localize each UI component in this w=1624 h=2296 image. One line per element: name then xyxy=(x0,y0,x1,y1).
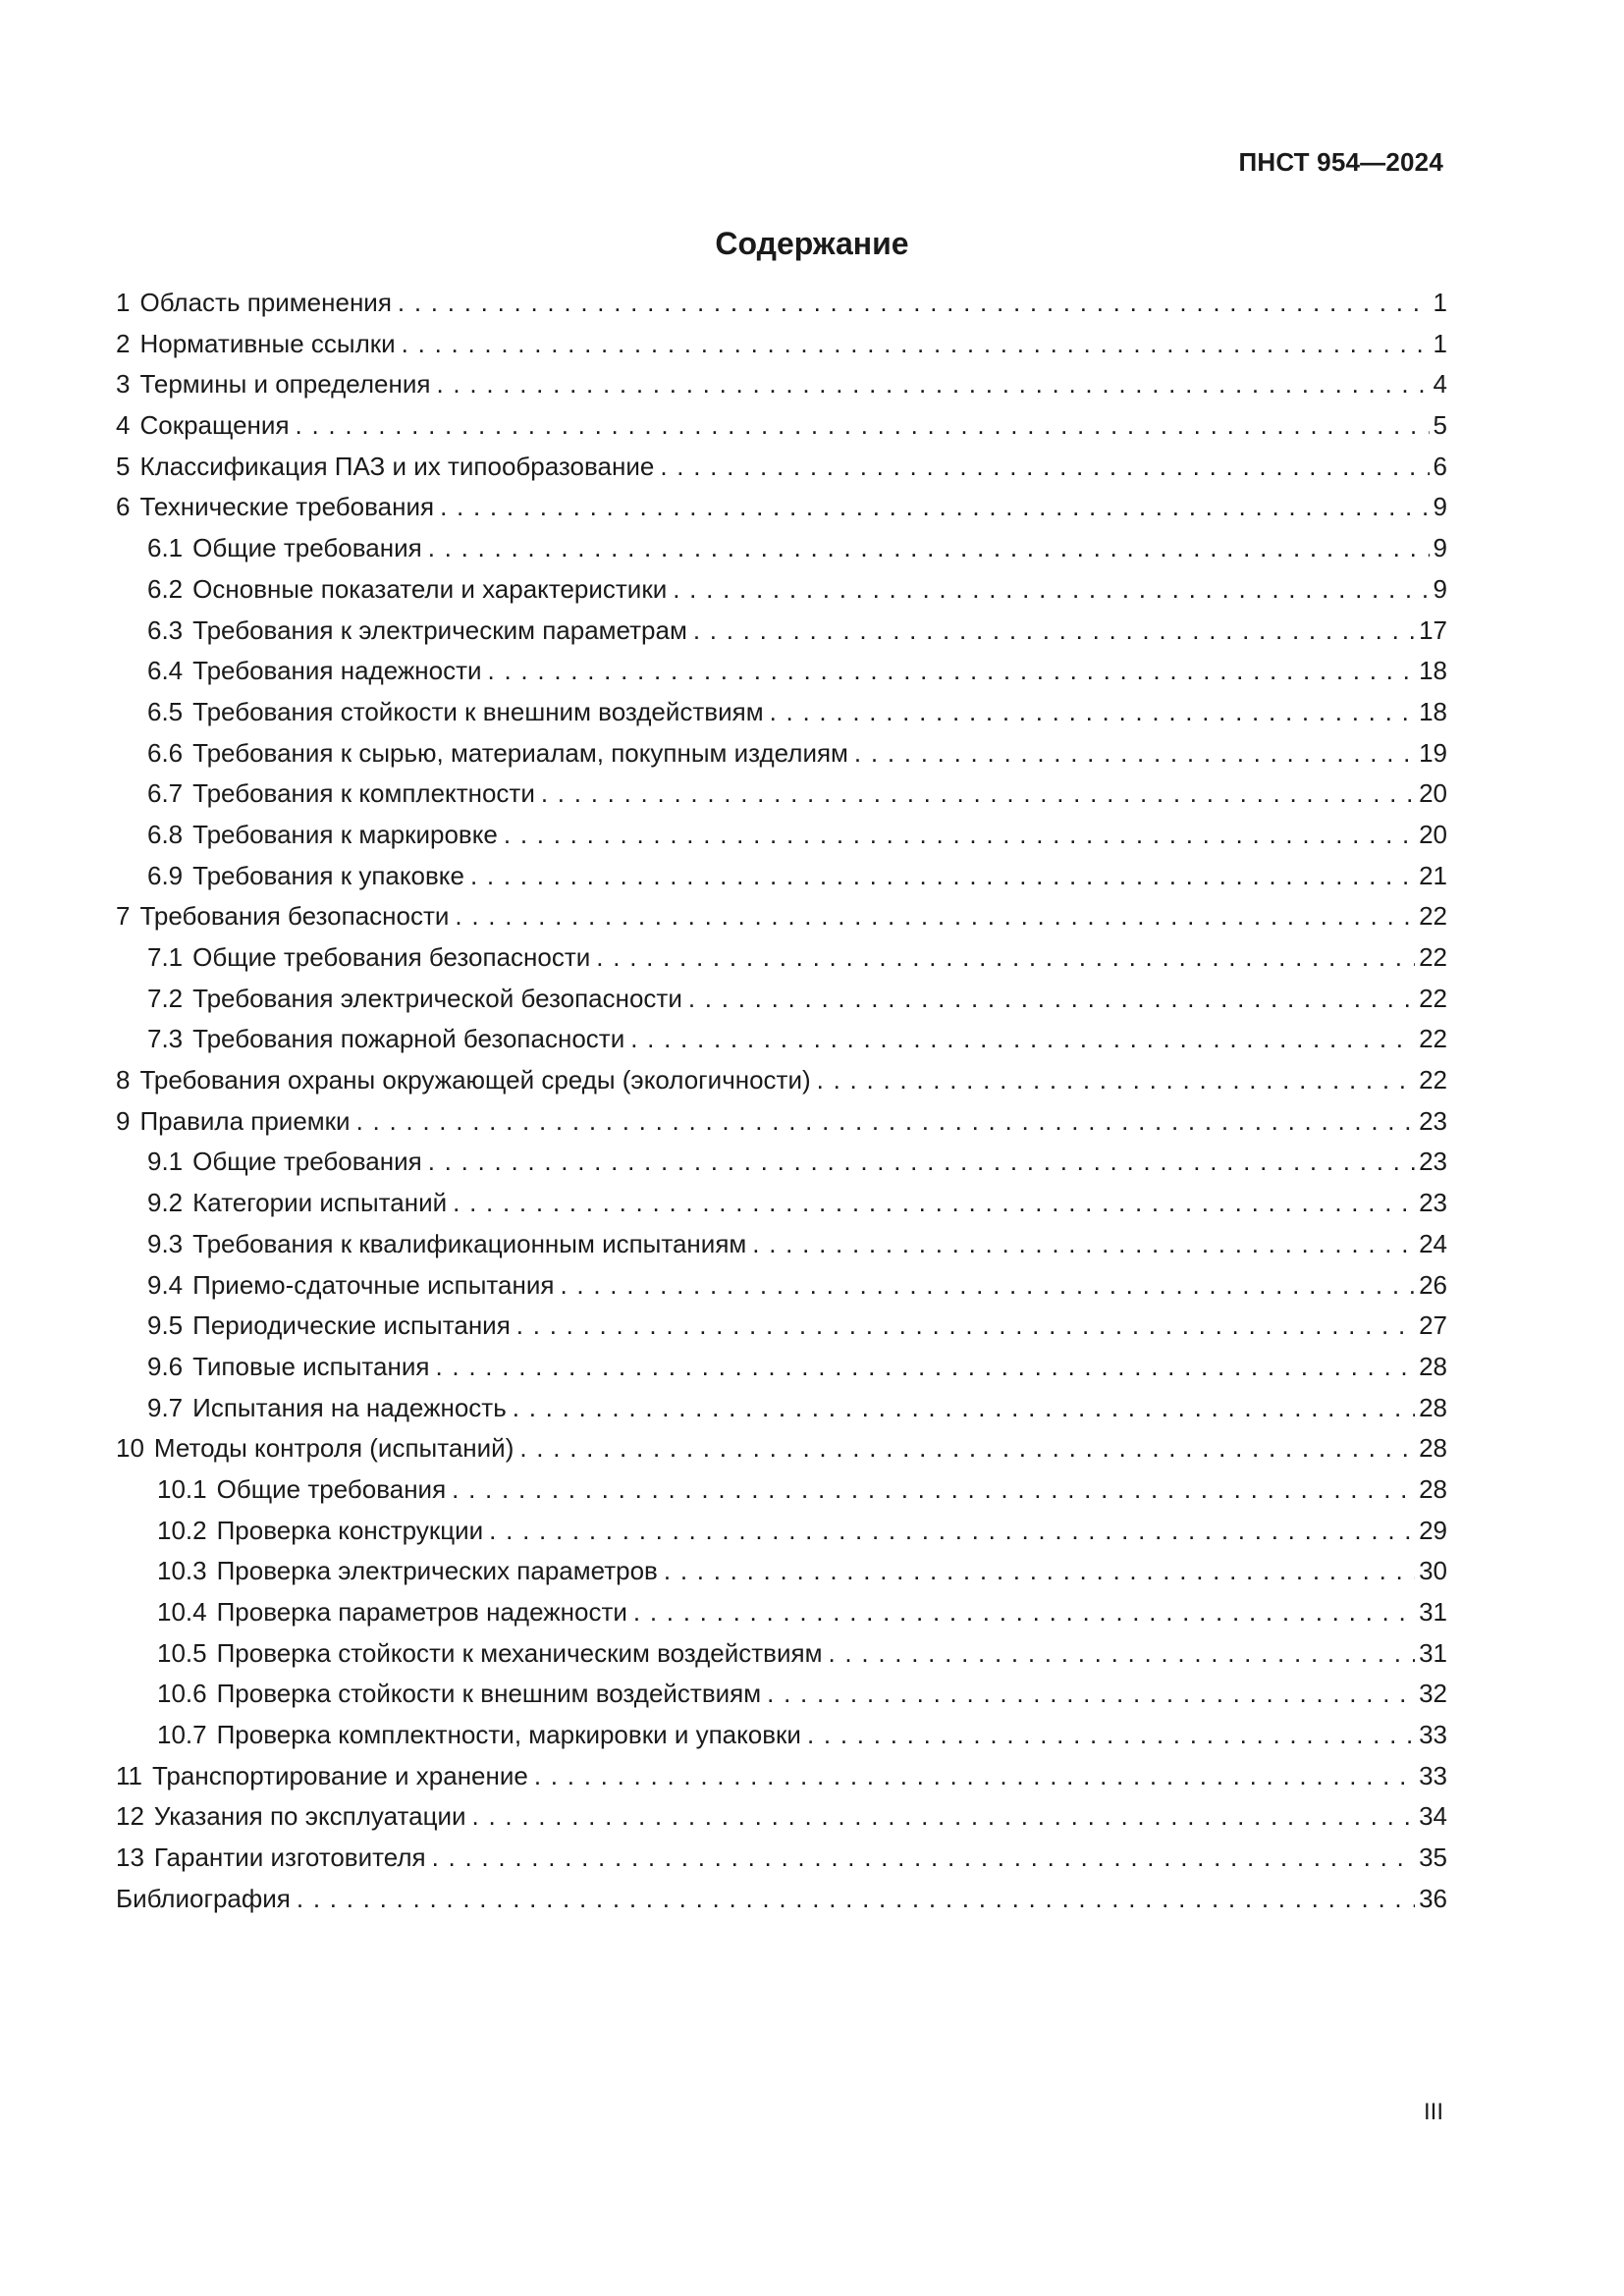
toc-entry-title: Нормативные ссылки xyxy=(139,328,396,358)
toc-entry-number: 6.5 xyxy=(147,696,184,726)
toc-entry xyxy=(116,733,1447,774)
toc-entry xyxy=(116,774,1447,815)
toc-entry-number: 7 xyxy=(116,901,131,932)
toc-entry-number: 9.1 xyxy=(147,1147,184,1177)
toc-dot-leader xyxy=(455,896,1415,937)
toc-entry-page: 18 xyxy=(1419,656,1447,686)
toc-entry xyxy=(116,528,1447,569)
toc-entry-page: 17 xyxy=(1419,614,1447,645)
toc-entry-title: Основные показатели и характеристики xyxy=(192,573,668,604)
toc-entry-page: 1 xyxy=(1433,288,1447,317)
toc-entry-title: Периодические испытания xyxy=(192,1310,511,1341)
toc-dot-leader xyxy=(630,1019,1415,1060)
toc-entry-page: 34 xyxy=(1419,1801,1447,1832)
toc-entry-number: 6.6 xyxy=(147,737,184,768)
toc-entry-page: 6 xyxy=(1433,451,1447,481)
toc-dot-leader xyxy=(752,1224,1415,1265)
toc-entry-title: Гарантии изготовителя xyxy=(153,1842,426,1873)
toc-entry-number: 9 xyxy=(116,1105,131,1136)
toc-entry xyxy=(116,611,1447,652)
toc-dot-leader xyxy=(673,569,1429,611)
toc-entry-page: 5 xyxy=(1433,410,1447,441)
toc-entry-page: 18 xyxy=(1419,696,1447,726)
toc-dot-leader xyxy=(770,692,1416,733)
toc-dot-leader xyxy=(596,937,1415,979)
toc-entry xyxy=(116,896,1447,937)
toc-entry xyxy=(116,569,1447,611)
toc-entry xyxy=(116,1306,1447,1347)
toc-entry xyxy=(116,1224,1447,1265)
toc-entry-title: Требования к квалификационным испытаниям xyxy=(192,1228,747,1258)
toc-dot-leader xyxy=(488,651,1416,692)
toc-entry-title: Методы контроля (испытаний) xyxy=(153,1433,514,1464)
toc-entry-page: 28 xyxy=(1419,1351,1447,1381)
toc-entry-page: 20 xyxy=(1419,778,1447,809)
toc-entry xyxy=(116,937,1447,979)
toc-dot-leader xyxy=(828,1633,1415,1675)
toc-entry-number: 6.9 xyxy=(147,860,184,890)
toc-entry-title: Общие требования xyxy=(192,1147,422,1177)
toc-entry-title: Правила приемки xyxy=(139,1105,351,1136)
toc-dot-leader xyxy=(398,283,1430,324)
toc-entry-number: 3 xyxy=(116,369,131,400)
toc-dot-leader xyxy=(664,1551,1415,1592)
toc-dot-leader xyxy=(767,1674,1415,1715)
toc-dot-leader xyxy=(693,611,1415,652)
toc-entry-title: Требования охраны окружающей среды (экологичности) xyxy=(139,1065,811,1095)
toc-entry-number: 11 xyxy=(116,1760,142,1790)
toc-entry xyxy=(116,1060,1447,1101)
toc-entry-number: 6.1 xyxy=(147,533,184,563)
toc-entry xyxy=(116,405,1447,447)
toc-dot-leader xyxy=(534,1756,1415,1797)
toc-entry-page: 28 xyxy=(1419,1473,1447,1504)
toc-dot-leader xyxy=(817,1060,1415,1101)
toc-entry-title: Проверка параметров надежности xyxy=(216,1597,627,1627)
toc-entry-number: 10.5 xyxy=(157,1637,207,1668)
toc-entry-page: 31 xyxy=(1419,1597,1447,1627)
toc-entry-number: 2 xyxy=(116,328,131,358)
toc-dot-leader xyxy=(541,774,1415,815)
toc-entry-number: 12 xyxy=(116,1801,144,1832)
toc-entry-number: 6.8 xyxy=(147,819,184,849)
toc-entry-number: 6.2 xyxy=(147,573,184,604)
toc-entry-number: 8 xyxy=(116,1065,131,1095)
toc-entry-number: 10.6 xyxy=(157,1679,207,1709)
toc-dot-leader xyxy=(560,1265,1415,1307)
toc-dot-leader xyxy=(432,1838,1416,1879)
toc-entry-number: 10.3 xyxy=(157,1556,207,1586)
toc-entry-page: 35 xyxy=(1419,1842,1447,1873)
toc-dot-leader xyxy=(297,1879,1415,1920)
toc-entry xyxy=(116,815,1447,856)
toc-dot-leader xyxy=(489,1511,1415,1552)
toc-entry-title: Требования электрической безопасности xyxy=(192,983,682,1013)
toc-entry-title: Требования к сырью, материалам, покупным изделиям xyxy=(192,737,848,768)
toc-entry xyxy=(116,1019,1447,1060)
toc-entry xyxy=(116,979,1447,1020)
toc-dot-leader xyxy=(519,1428,1415,1469)
toc-entry-number: 9.2 xyxy=(147,1188,184,1218)
toc-entry-page: 9 xyxy=(1433,492,1447,522)
toc-entry-title: Требования стойкости к внешним воздействиям xyxy=(192,696,764,726)
toc-entry-page: 31 xyxy=(1419,1637,1447,1668)
toc-entry-number: 7.2 xyxy=(147,983,184,1013)
toc-entry-page: 32 xyxy=(1419,1679,1447,1709)
toc-entry-page: 9 xyxy=(1433,533,1447,563)
toc-entry-title: Требования надежности xyxy=(192,656,482,686)
toc-entry-title: Требования к комплектности xyxy=(192,778,535,809)
toc-entry-title: Требования пожарной безопасности xyxy=(192,1024,625,1054)
toc-dot-leader xyxy=(453,1183,1415,1224)
toc-dot-leader xyxy=(436,364,1429,405)
toc-entry xyxy=(116,1469,1447,1511)
toc-dot-leader xyxy=(513,1388,1415,1429)
toc-entry-page: 19 xyxy=(1419,737,1447,768)
toc-dot-leader xyxy=(660,447,1429,488)
toc-entry xyxy=(116,1551,1447,1592)
toc-entry-number: 10.7 xyxy=(157,1720,207,1750)
toc-entry xyxy=(116,651,1447,692)
toc-entry-title: Общие требования xyxy=(192,533,422,563)
toc-entry xyxy=(116,487,1447,528)
toc-entry-page: 22 xyxy=(1419,942,1447,972)
toc-entry xyxy=(116,1347,1447,1388)
toc-entry xyxy=(116,1428,1447,1469)
toc-entry-title: Проверка комплектности, маркировки и упаковки xyxy=(216,1720,801,1750)
toc-entry-title: Требования безопасности xyxy=(139,901,450,932)
toc-entry-number: 9.5 xyxy=(147,1310,184,1341)
toc-entry xyxy=(116,1796,1447,1838)
toc-dot-leader xyxy=(516,1306,1415,1347)
toc-entry-number: 6.4 xyxy=(147,656,184,686)
toc-entry-number: 6.3 xyxy=(147,614,184,645)
toc-entry-number: 10.2 xyxy=(157,1515,207,1545)
toc-entry xyxy=(116,1183,1447,1224)
toc-entry xyxy=(116,1142,1447,1183)
toc-dot-leader xyxy=(452,1469,1415,1511)
toc-entry-title: Испытания на надежность xyxy=(192,1392,507,1422)
toc-entry-page: 28 xyxy=(1419,1433,1447,1464)
toc-entry-number: 5 xyxy=(116,451,131,481)
toc-dot-leader xyxy=(428,1142,1415,1183)
toc-entry xyxy=(116,283,1447,324)
toc-entry-title: Общие требования xyxy=(216,1473,447,1504)
toc-entry-title: Требования к упаковке xyxy=(192,860,464,890)
toc-entry-number: 9.7 xyxy=(147,1392,184,1422)
toc-entry-title: Термины и определения xyxy=(139,369,431,400)
toc-entry xyxy=(116,1101,1447,1143)
toc-dot-leader xyxy=(504,815,1415,856)
toc-dot-leader xyxy=(688,979,1415,1020)
toc-entry-title: Область применения xyxy=(139,288,392,317)
toc-dot-leader xyxy=(440,487,1429,528)
toc-entry-title: Классификация ПАЗ и их типообразование xyxy=(139,451,655,481)
toc-entry xyxy=(116,1715,1447,1756)
toc-dot-leader xyxy=(428,528,1430,569)
toc-entry-number: 6 xyxy=(116,492,131,522)
toc-dot-leader xyxy=(807,1715,1415,1756)
toc-entry-page: 26 xyxy=(1419,1269,1447,1300)
toc-dot-leader xyxy=(296,405,1430,447)
toc-entry xyxy=(116,1388,1447,1429)
toc-entry-title: Проверка стойкости к механическим воздействиям xyxy=(216,1637,823,1668)
toc-entry-title: Сокращения xyxy=(139,410,290,441)
page-number: III xyxy=(1423,2099,1443,2125)
toc-entry-title: Транспортирование и хранение xyxy=(152,1760,528,1790)
document-code: ПНСТ 954—2024 xyxy=(1238,147,1443,177)
toc-entry-title: Требования к маркировке xyxy=(192,819,498,849)
toc-entry-number: 4 xyxy=(116,410,131,441)
toc-entry-number: 9.6 xyxy=(147,1351,184,1381)
toc-entry xyxy=(116,1756,1447,1797)
toc-entry xyxy=(116,447,1447,488)
toc-entry-page: 9 xyxy=(1433,573,1447,604)
toc-entry-page: 23 xyxy=(1419,1147,1447,1177)
toc-entry xyxy=(116,1511,1447,1552)
toc-entry-page: 28 xyxy=(1419,1392,1447,1422)
toc-entry-page: 29 xyxy=(1419,1515,1447,1545)
toc-entry xyxy=(116,1838,1447,1879)
toc-entry-page: 22 xyxy=(1419,1065,1447,1095)
toc-entry-title: Приемо-сдаточные испытания xyxy=(192,1269,555,1300)
toc-dot-leader xyxy=(402,324,1430,365)
toc-dot-leader xyxy=(854,733,1415,774)
toc-entry-title: Проверка конструкции xyxy=(216,1515,484,1545)
toc-entry-page: 21 xyxy=(1419,860,1447,890)
toc-entry-number: 9.3 xyxy=(147,1228,184,1258)
toc-entry-number: 6.7 xyxy=(147,778,184,809)
toc-entry-number: 10 xyxy=(116,1433,144,1464)
toc-entry-page: 23 xyxy=(1419,1188,1447,1218)
toc-entry xyxy=(116,692,1447,733)
page-title: Содержание xyxy=(715,226,909,261)
toc-entry-page: 33 xyxy=(1419,1760,1447,1790)
toc-entry-number: 10.1 xyxy=(157,1473,207,1504)
toc-entry-page: 22 xyxy=(1419,983,1447,1013)
toc-entry-page: 1 xyxy=(1433,328,1447,358)
toc-entry-title: Категории испытаний xyxy=(192,1188,448,1218)
toc-entry xyxy=(116,1265,1447,1307)
toc-entry xyxy=(116,1879,1447,1920)
toc-dot-leader xyxy=(633,1592,1415,1633)
toc-entry-page: 22 xyxy=(1419,901,1447,932)
toc-entry-number: 10.4 xyxy=(157,1597,207,1627)
toc-dot-leader xyxy=(356,1101,1416,1143)
toc-entry-page: 33 xyxy=(1419,1720,1447,1750)
toc-entry xyxy=(116,364,1447,405)
toc-entry-number: 1 xyxy=(116,288,131,317)
toc-entry-title: Проверка стойкости к внешним воздействиям xyxy=(216,1679,762,1709)
toc-entry-page: 36 xyxy=(1419,1883,1447,1913)
toc-entry-title: Проверка электрических параметров xyxy=(216,1556,658,1586)
toc-entry xyxy=(116,856,1447,897)
toc-entry xyxy=(116,1674,1447,1715)
toc-entry-number: 7.3 xyxy=(147,1024,184,1054)
toc-entry-title: Указания по эксплуатации xyxy=(153,1801,466,1832)
table-of-contents xyxy=(116,283,1447,1920)
toc-entry-number: 9.4 xyxy=(147,1269,184,1300)
toc-entry-page: 4 xyxy=(1433,369,1447,400)
toc-entry-page: 27 xyxy=(1419,1310,1447,1341)
toc-entry-title: Общие требования безопасности xyxy=(192,942,591,972)
toc-dot-leader xyxy=(472,1796,1416,1838)
toc-dot-leader xyxy=(470,856,1415,897)
toc-entry-page: 20 xyxy=(1419,819,1447,849)
toc-entry-number: 7.1 xyxy=(147,942,184,972)
toc-entry-title: Библиография xyxy=(116,1883,291,1913)
toc-entry-page: 24 xyxy=(1419,1228,1447,1258)
toc-dot-leader xyxy=(435,1347,1415,1388)
toc-entry-page: 22 xyxy=(1419,1024,1447,1054)
toc-entry-page: 23 xyxy=(1419,1105,1447,1136)
toc-entry-title: Типовые испытания xyxy=(192,1351,430,1381)
toc-entry-number: 13 xyxy=(116,1842,144,1873)
toc-entry-page: 30 xyxy=(1419,1556,1447,1586)
toc-entry-title: Технические требования xyxy=(139,492,435,522)
toc-entry xyxy=(116,324,1447,365)
toc-entry-title: Требования к электрическим параметрам xyxy=(192,614,687,645)
toc-entry xyxy=(116,1592,1447,1633)
toc-entry xyxy=(116,1633,1447,1675)
